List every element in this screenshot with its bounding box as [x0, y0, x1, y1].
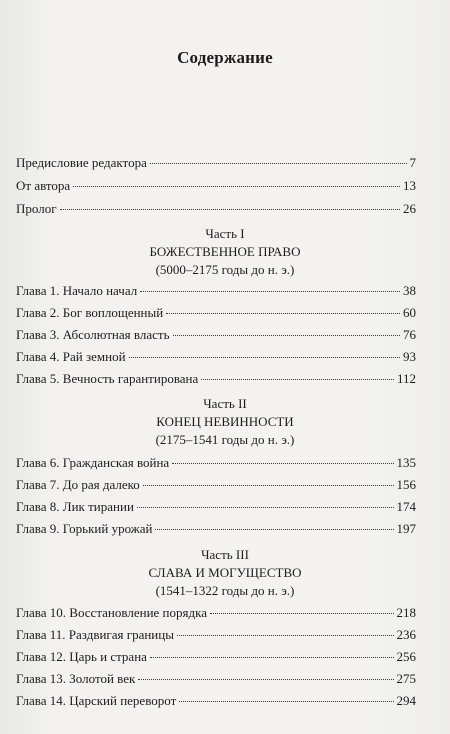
dot-leader — [138, 679, 393, 680]
dot-leader — [137, 507, 394, 508]
toc-entry-chapter — [16, 283, 416, 299]
dot-leader — [150, 657, 394, 658]
toc-entry-preface — [16, 155, 416, 171]
toc-entry-label: Глава 6. Гражданская война — [16, 455, 170, 470]
toc-entry-page: 7 — [409, 155, 416, 170]
toc-entry-chapter — [16, 477, 416, 493]
toc-entry-chapter — [16, 627, 416, 643]
toc-entry-page: 76 — [403, 327, 416, 342]
part-label: Часть III — [201, 547, 249, 562]
toc-entry-chapter — [16, 649, 416, 665]
part-dates: (1541–1322 годы до н. э.) — [155, 583, 295, 598]
part-label: Часть I — [205, 226, 245, 241]
toc-entry-label: Глава 2. Бог воплощенный — [16, 305, 164, 320]
toc-entry-chapter — [16, 499, 416, 515]
toc-entry-label: Глава 9. Горький урожай — [16, 521, 153, 536]
toc-entry-label: Глава 3. Абсолютная власть — [16, 327, 170, 342]
part-dates: (2175–1541 годы до н. э.) — [155, 432, 295, 447]
dot-leader — [60, 209, 400, 210]
toc-entry-label: Глава 10. Восстановление порядка — [16, 605, 207, 620]
toc-entry-page: 112 — [396, 371, 416, 386]
toc-entry-label: Глава 11. Раздвигая границы — [16, 627, 174, 642]
dot-leader — [73, 186, 400, 187]
toc-entry-chapter — [16, 521, 416, 537]
part-dates: (5000–2175 годы до н. э.) — [155, 262, 295, 277]
dot-leader — [150, 163, 407, 164]
toc-entry-label: Глава 4. Рай земной — [16, 349, 126, 364]
toc-entry-chapter — [16, 305, 416, 321]
toc-entry-page: 256 — [396, 649, 416, 664]
toc-entry-chapter — [16, 605, 416, 621]
toc-entry-page: 218 — [396, 605, 416, 620]
dot-leader — [129, 357, 400, 358]
toc-entry-label: Глава 7. До рая далеко — [16, 477, 140, 492]
toc-entry-page: 156 — [396, 477, 416, 492]
toc-entry-label: Глава 14. Царский переворот — [16, 693, 177, 708]
toc-entry-from-author — [16, 178, 416, 194]
toc-entry-label: Глава 8. Лик тирании — [16, 499, 134, 514]
toc-entry-chapter — [16, 349, 416, 365]
toc-entry-chapter — [16, 671, 416, 687]
toc-entry-page: 275 — [396, 671, 416, 686]
toc-entry-label: Предисловие редактора — [16, 155, 147, 170]
toc-entry-page: 174 — [396, 499, 416, 514]
toc-entry-page: 135 — [396, 455, 416, 470]
dot-leader — [201, 379, 394, 380]
toc-entry-chapter — [16, 327, 416, 343]
toc-entry-page: 236 — [396, 627, 416, 642]
toc-entry-chapter — [16, 455, 416, 471]
toc-entry-page: 38 — [403, 283, 416, 298]
dot-leader — [155, 529, 393, 530]
toc-entry-label: Глава 5. Вечность гарантирована — [16, 371, 199, 386]
toc-entry-prologue — [16, 201, 416, 217]
toc-entry-page: 26 — [403, 201, 416, 216]
toc-entry-label: Глава 13. Золотой век — [16, 671, 136, 686]
toc-entry-page: 93 — [403, 349, 416, 364]
toc-entry-label: Глава 1. Начало начал — [16, 283, 138, 298]
dot-leader — [177, 635, 394, 636]
toc-entry-page: 294 — [396, 693, 416, 708]
toc-entry-chapter — [16, 371, 416, 387]
dot-leader — [210, 613, 394, 614]
toc-entry-label: От автора — [16, 178, 71, 193]
dot-leader — [172, 463, 393, 464]
toc-entry-page: 197 — [396, 521, 416, 536]
part-label: Часть II — [203, 396, 247, 411]
toc-entry-label: Пролог — [16, 201, 57, 216]
dot-leader — [166, 313, 400, 314]
dot-leader — [140, 291, 400, 292]
part-name: КОНЕЦ НЕВИННОСТИ — [156, 414, 294, 429]
dot-leader — [179, 701, 393, 702]
part-name: СЛАВА И МОГУЩЕСТВО — [148, 565, 302, 580]
toc-entry-label: Глава 12. Царь и страна — [16, 649, 147, 664]
toc-entry-page: 60 — [403, 305, 416, 320]
toc-entry-chapter — [16, 693, 416, 709]
dot-leader — [173, 335, 401, 336]
part-name: БОЖЕСТВЕННОЕ ПРАВО — [149, 244, 301, 259]
dot-leader — [143, 485, 394, 486]
page-title: Содержание — [177, 48, 273, 67]
toc-entry-page: 13 — [403, 178, 416, 193]
